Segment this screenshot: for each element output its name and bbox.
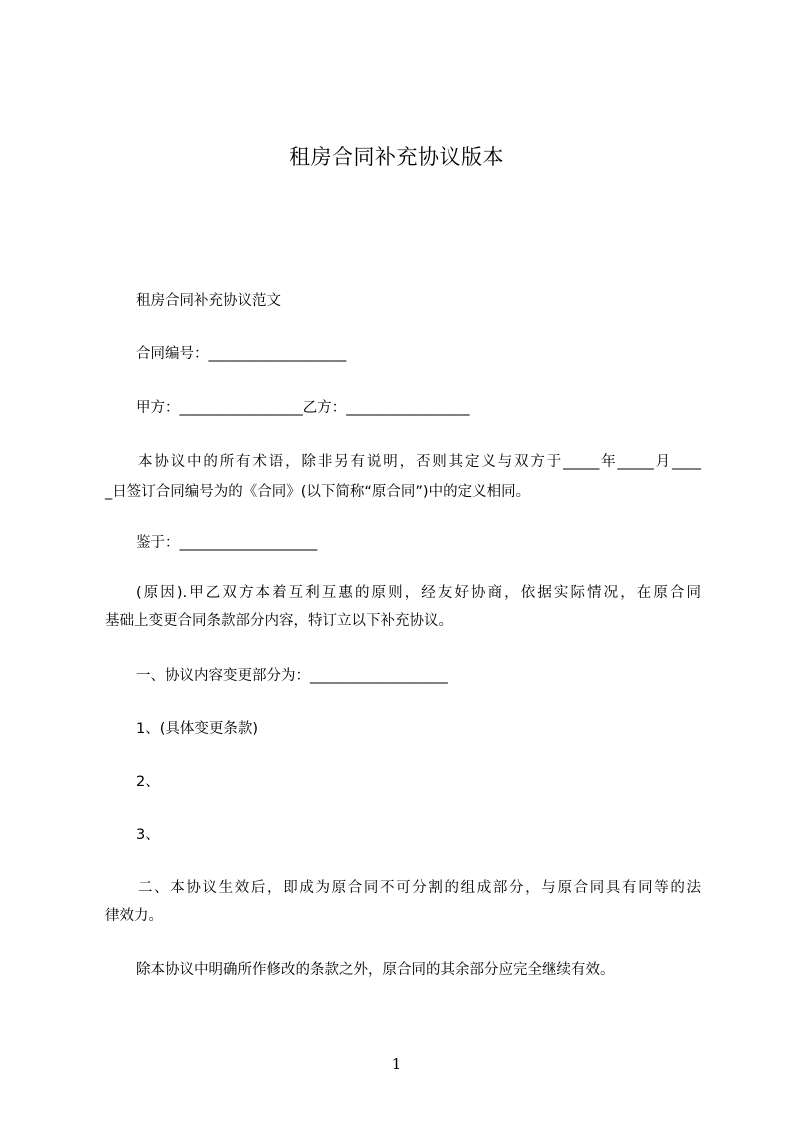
terms-paragraph-line-2: _日签订合同编号为的《合同》(以下简称“原合同”)中的定义相同。	[105, 484, 531, 500]
reason-paragraph-line-1: (原因).甲乙双方本着互利互惠的原则，经友好协商，依据实际情况，在原合同	[136, 585, 701, 601]
section-one-heading: 一、协议内容变更部分为：___________________	[136, 668, 448, 684]
whereas-line: 鉴于：___________________	[136, 535, 318, 551]
remaining-validity-line: 除本协议中明确所作修改的条款之外，原合同的其余部分应完全继续有效。	[136, 962, 615, 978]
subtitle-line: 租房合同补充协议范文	[136, 293, 281, 309]
parties-line: 甲方：_________________乙方：_________________	[136, 400, 470, 416]
clause-item-1: 1、(具体变更条款)	[136, 721, 259, 737]
terms-paragraph-line-1: 本协议中的所有术语，除非另有说明，否则其定义与双方于_____年_____月____	[138, 454, 701, 470]
clause-item-3: 3、	[136, 827, 160, 843]
clause-item-2: 2、	[136, 774, 160, 790]
section-two-line-2: 律效力。	[105, 908, 163, 924]
page-number: 1	[391, 1055, 402, 1073]
contract-number-line: 合同编号：___________________	[136, 346, 347, 362]
reason-paragraph-line-2: 基础上变更合同条款部分内容，特订立以下补充协议。	[105, 613, 453, 629]
section-two-line-1: 二、本协议生效后，即成为原合同不可分割的组成部分，与原合同具有同等的法	[138, 880, 701, 896]
document-title: 租房合同补充协议版本	[289, 145, 504, 169]
